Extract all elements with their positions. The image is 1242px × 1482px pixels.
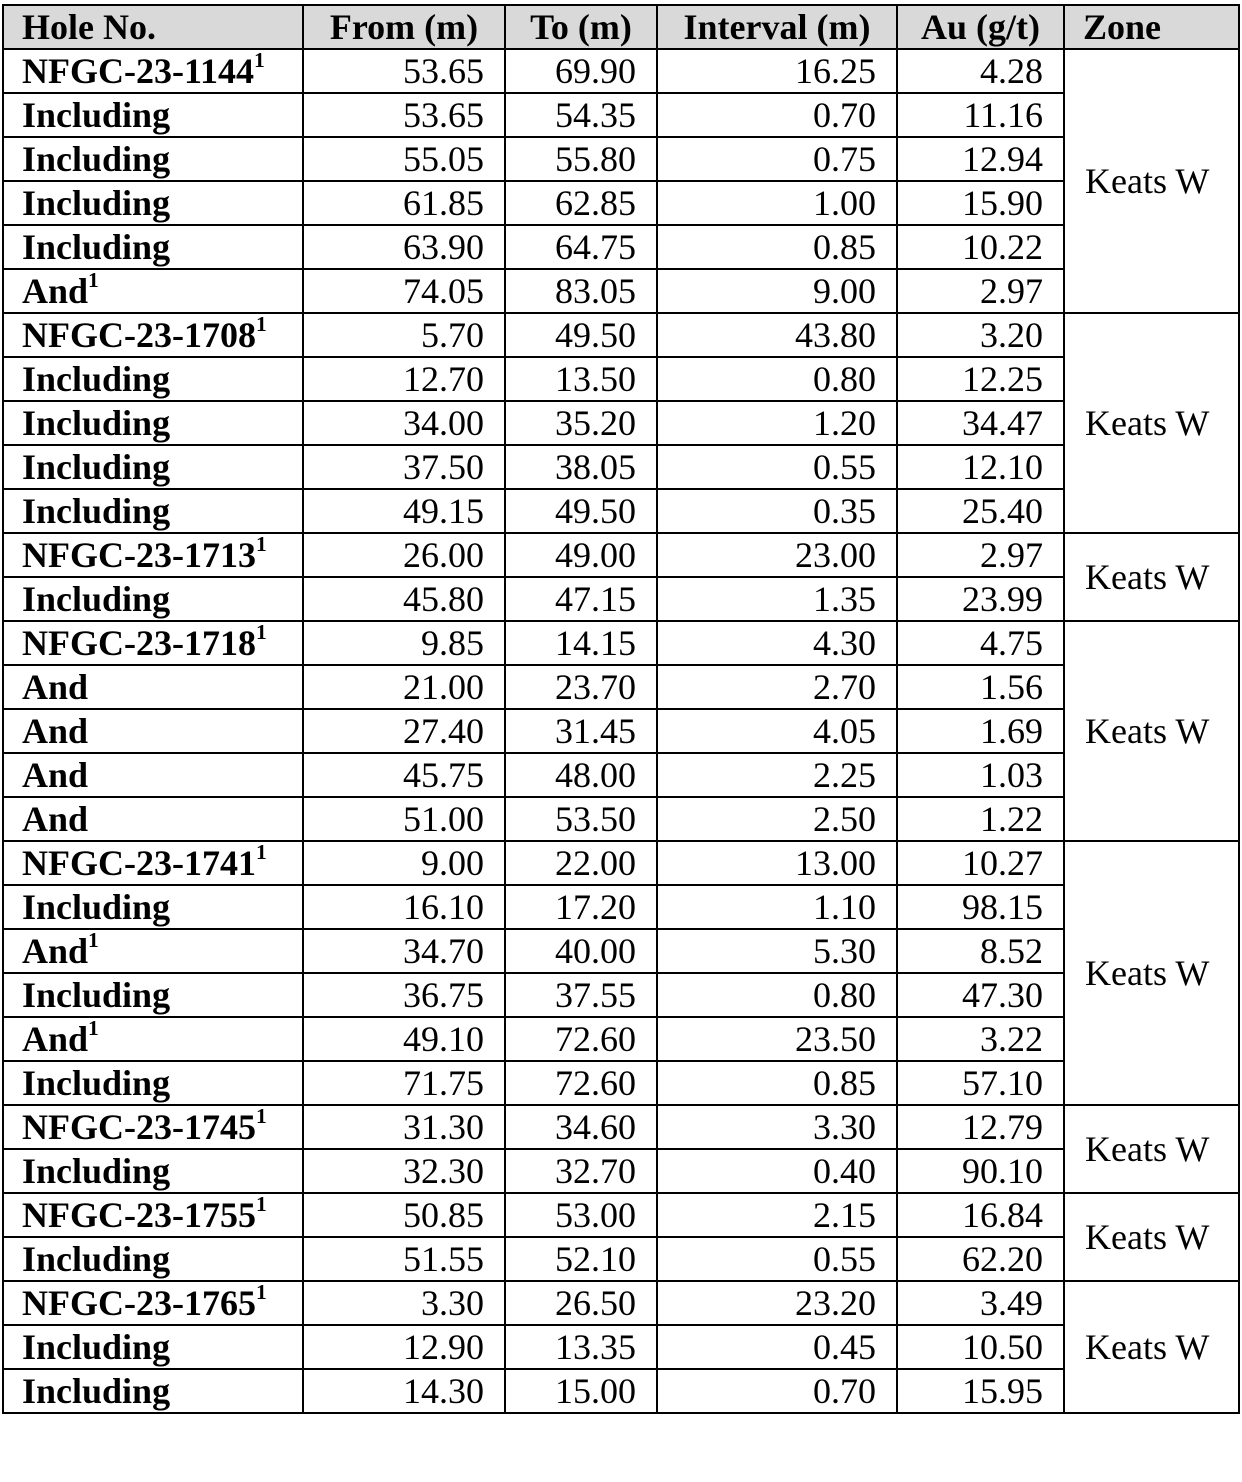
footnote-marker: 1 <box>255 313 267 336</box>
from-cell: 71.75 <box>303 1061 505 1105</box>
interval-cell: 0.70 <box>657 93 897 137</box>
hole-label: NFGC-23-1741 <box>22 843 256 883</box>
table-row <box>3 1105 1239 1149</box>
table-row <box>3 1061 1239 1105</box>
interval-cell: 23.00 <box>657 533 897 577</box>
hole-label: NFGC-23-1144 <box>22 51 254 91</box>
au-cell: 57.10 <box>897 1061 1064 1105</box>
hole-cell <box>3 313 303 357</box>
to-cell: 52.10 <box>505 1237 657 1281</box>
hole-cell <box>3 1237 303 1281</box>
au-cell: 4.75 <box>897 621 1064 665</box>
interval-cell: 0.80 <box>657 357 897 401</box>
au-cell: 23.99 <box>897 577 1064 621</box>
from-cell: 34.70 <box>303 929 505 973</box>
hole-cell <box>3 577 303 621</box>
table-row <box>3 357 1239 401</box>
hole-cell <box>3 137 303 181</box>
au-cell: 47.30 <box>897 973 1064 1017</box>
interval-cell: 9.00 <box>657 269 897 313</box>
au-cell: 34.47 <box>897 401 1064 445</box>
hole-label: And <box>22 755 89 795</box>
table-row <box>3 313 1239 357</box>
from-cell: 61.85 <box>303 181 505 225</box>
to-cell: 35.20 <box>505 401 657 445</box>
hole-cell <box>3 709 303 753</box>
au-cell: 15.90 <box>897 181 1064 225</box>
hole-cell <box>3 533 303 577</box>
interval-cell: 23.50 <box>657 1017 897 1061</box>
interval-cell: 1.20 <box>657 401 897 445</box>
interval-cell: 13.00 <box>657 841 897 885</box>
table-row <box>3 49 1239 93</box>
hole-label: Including <box>22 975 171 1015</box>
from-cell: 51.00 <box>303 797 505 841</box>
to-cell: 47.15 <box>505 577 657 621</box>
interval-cell: 0.70 <box>657 1369 897 1413</box>
hole-label: Including <box>22 95 171 135</box>
footnote-marker: 1 <box>88 929 99 952</box>
au-cell: 10.22 <box>897 225 1064 269</box>
to-cell: 54.35 <box>505 93 657 137</box>
footnote-marker: 1 <box>88 269 99 292</box>
interval-cell: 1.10 <box>657 885 897 929</box>
interval-cell: 3.30 <box>657 1105 897 1149</box>
footnote-marker: 1 <box>255 1281 267 1304</box>
au-cell: 12.25 <box>897 357 1064 401</box>
hole-cell <box>3 753 303 797</box>
hole-cell <box>3 797 303 841</box>
header-zone: Zone <box>1064 5 1239 49</box>
from-cell: 49.15 <box>303 489 505 533</box>
table-row <box>3 401 1239 445</box>
footnote-marker: 1 <box>255 533 267 556</box>
hole-label: Including <box>22 1371 171 1411</box>
au-cell: 90.10 <box>897 1149 1064 1193</box>
interval-cell: 0.40 <box>657 1149 897 1193</box>
table-row <box>3 753 1239 797</box>
from-cell: 37.50 <box>303 445 505 489</box>
interval-cell: 0.85 <box>657 225 897 269</box>
table-row <box>3 577 1239 621</box>
hole-label: NFGC-23-1708 <box>22 315 256 355</box>
to-cell: 38.05 <box>505 445 657 489</box>
from-cell: 74.05 <box>303 269 505 313</box>
to-cell: 13.35 <box>505 1325 657 1369</box>
to-cell: 14.15 <box>505 621 657 665</box>
interval-cell: 0.55 <box>657 1237 897 1281</box>
table-row <box>3 225 1239 269</box>
hole-label: Including <box>22 1063 171 1103</box>
from-cell: 32.30 <box>303 1149 505 1193</box>
to-cell: 13.50 <box>505 357 657 401</box>
hole-cell <box>3 973 303 1017</box>
from-cell: 53.65 <box>303 93 505 137</box>
to-cell: 15.00 <box>505 1369 657 1413</box>
interval-cell: 2.25 <box>657 753 897 797</box>
hole-label: NFGC-23-1713 <box>22 535 256 575</box>
footnote-marker: 1 <box>255 841 267 864</box>
au-cell: 1.22 <box>897 797 1064 841</box>
hole-label: NFGC-23-1765 <box>22 1283 256 1323</box>
hole-cell <box>3 225 303 269</box>
to-cell: 49.50 <box>505 489 657 533</box>
interval-cell: 43.80 <box>657 313 897 357</box>
hole-cell <box>3 1017 303 1061</box>
from-cell: 31.30 <box>303 1105 505 1149</box>
interval-cell: 0.80 <box>657 973 897 1017</box>
hole-label: And <box>22 1019 89 1059</box>
interval-cell: 0.45 <box>657 1325 897 1369</box>
table-row <box>3 445 1239 489</box>
hole-label: And <box>22 667 89 707</box>
hole-cell <box>3 621 303 665</box>
au-cell: 25.40 <box>897 489 1064 533</box>
to-cell: 72.60 <box>505 1017 657 1061</box>
hole-label: Including <box>22 1327 171 1367</box>
from-cell: 36.75 <box>303 973 505 1017</box>
hole-label: Including <box>22 1151 171 1191</box>
table-row <box>3 973 1239 1017</box>
table-row <box>3 137 1239 181</box>
hole-cell <box>3 181 303 225</box>
from-cell: 50.85 <box>303 1193 505 1237</box>
hole-label: Including <box>22 579 171 619</box>
au-cell: 98.15 <box>897 885 1064 929</box>
interval-cell: 4.05 <box>657 709 897 753</box>
to-cell: 72.60 <box>505 1061 657 1105</box>
hole-cell <box>3 665 303 709</box>
table-row <box>3 1017 1239 1061</box>
from-cell: 26.00 <box>303 533 505 577</box>
to-cell: 32.70 <box>505 1149 657 1193</box>
interval-cell: 2.50 <box>657 797 897 841</box>
table-row <box>3 885 1239 929</box>
drill-results-table <box>2 4 1240 1414</box>
to-cell: 62.85 <box>505 181 657 225</box>
hole-label: And <box>22 931 89 971</box>
table-body <box>3 49 1239 1413</box>
to-cell: 22.00 <box>505 841 657 885</box>
au-cell: 12.94 <box>897 137 1064 181</box>
from-cell: 53.65 <box>303 49 505 93</box>
table-row <box>3 533 1239 577</box>
table-row <box>3 621 1239 665</box>
to-cell: 83.05 <box>505 269 657 313</box>
hole-label: Including <box>22 139 171 179</box>
table-row <box>3 1369 1239 1413</box>
zone-cell: Keats W <box>1064 1281 1239 1413</box>
from-cell: 12.90 <box>303 1325 505 1369</box>
footnote-marker: 1 <box>255 621 267 644</box>
interval-cell: 0.55 <box>657 445 897 489</box>
table-row <box>3 489 1239 533</box>
hole-label: Including <box>22 887 171 927</box>
hole-cell <box>3 1325 303 1369</box>
table-row <box>3 797 1239 841</box>
au-cell: 1.03 <box>897 753 1064 797</box>
interval-cell: 0.85 <box>657 1061 897 1105</box>
hole-label: Including <box>22 1239 171 1279</box>
interval-cell: 1.00 <box>657 181 897 225</box>
hole-cell <box>3 1281 303 1325</box>
table-row <box>3 1281 1239 1325</box>
table-row <box>3 1237 1239 1281</box>
to-cell: 55.80 <box>505 137 657 181</box>
to-cell: 40.00 <box>505 929 657 973</box>
header-interval: Interval (m) <box>657 5 897 49</box>
table-row <box>3 929 1239 973</box>
hole-label: And <box>22 271 89 311</box>
au-cell: 10.27 <box>897 841 1064 885</box>
zone-cell: Keats W <box>1064 841 1239 1105</box>
au-cell: 15.95 <box>897 1369 1064 1413</box>
hole-label: NFGC-23-1755 <box>22 1195 256 1235</box>
header-hole-no: Hole No. <box>3 5 303 49</box>
hole-label: And <box>22 799 89 839</box>
from-cell: 9.00 <box>303 841 505 885</box>
hole-cell <box>3 49 303 93</box>
from-cell: 45.75 <box>303 753 505 797</box>
au-cell: 3.22 <box>897 1017 1064 1061</box>
zone-cell: Keats W <box>1064 49 1239 313</box>
footnote-marker: 1 <box>253 49 265 72</box>
to-cell: 37.55 <box>505 973 657 1017</box>
au-cell: 3.20 <box>897 313 1064 357</box>
to-cell: 64.75 <box>505 225 657 269</box>
from-cell: 16.10 <box>303 885 505 929</box>
au-cell: 62.20 <box>897 1237 1064 1281</box>
to-cell: 17.20 <box>505 885 657 929</box>
to-cell: 48.00 <box>505 753 657 797</box>
from-cell: 63.90 <box>303 225 505 269</box>
table-row <box>3 1325 1239 1369</box>
from-cell: 12.70 <box>303 357 505 401</box>
hole-cell <box>3 1149 303 1193</box>
hole-cell <box>3 1061 303 1105</box>
au-cell: 16.84 <box>897 1193 1064 1237</box>
au-cell: 1.56 <box>897 665 1064 709</box>
to-cell: 34.60 <box>505 1105 657 1149</box>
au-cell: 2.97 <box>897 533 1064 577</box>
zone-cell: Keats W <box>1064 313 1239 533</box>
from-cell: 3.30 <box>303 1281 505 1325</box>
hole-cell <box>3 1193 303 1237</box>
table-row <box>3 665 1239 709</box>
from-cell: 14.30 <box>303 1369 505 1413</box>
zone-cell: Keats W <box>1064 621 1239 841</box>
to-cell: 23.70 <box>505 665 657 709</box>
hole-label: NFGC-23-1718 <box>22 623 256 663</box>
zone-cell: Keats W <box>1064 1105 1239 1193</box>
interval-cell: 1.35 <box>657 577 897 621</box>
to-cell: 69.90 <box>505 49 657 93</box>
footnote-marker: 1 <box>88 1017 99 1040</box>
interval-cell: 0.35 <box>657 489 897 533</box>
hole-label: Including <box>22 227 171 267</box>
interval-cell: 23.20 <box>657 1281 897 1325</box>
hole-label: Including <box>22 359 171 399</box>
table-row <box>3 1193 1239 1237</box>
table-row <box>3 709 1239 753</box>
to-cell: 31.45 <box>505 709 657 753</box>
interval-cell: 5.30 <box>657 929 897 973</box>
to-cell: 49.00 <box>505 533 657 577</box>
hole-cell <box>3 841 303 885</box>
table-row <box>3 1149 1239 1193</box>
hole-cell <box>3 929 303 973</box>
hole-cell <box>3 1369 303 1413</box>
interval-cell: 0.75 <box>657 137 897 181</box>
header-from: From (m) <box>303 5 505 49</box>
hole-label: Including <box>22 491 171 531</box>
from-cell: 45.80 <box>303 577 505 621</box>
from-cell: 34.00 <box>303 401 505 445</box>
table-row <box>3 269 1239 313</box>
from-cell: 49.10 <box>303 1017 505 1061</box>
footnote-marker: 1 <box>255 1193 267 1216</box>
hole-cell <box>3 885 303 929</box>
from-cell: 5.70 <box>303 313 505 357</box>
from-cell: 21.00 <box>303 665 505 709</box>
hole-label: NFGC-23-1745 <box>22 1107 256 1147</box>
hole-cell <box>3 401 303 445</box>
interval-cell: 16.25 <box>657 49 897 93</box>
au-cell: 1.69 <box>897 709 1064 753</box>
au-cell: 12.79 <box>897 1105 1064 1149</box>
from-cell: 27.40 <box>303 709 505 753</box>
to-cell: 53.00 <box>505 1193 657 1237</box>
to-cell: 26.50 <box>505 1281 657 1325</box>
hole-cell <box>3 269 303 313</box>
to-cell: 49.50 <box>505 313 657 357</box>
au-cell: 8.52 <box>897 929 1064 973</box>
zone-cell: Keats W <box>1064 1193 1239 1281</box>
header-au: Au (g/t) <box>897 5 1064 49</box>
from-cell: 51.55 <box>303 1237 505 1281</box>
interval-cell: 2.70 <box>657 665 897 709</box>
au-cell: 10.50 <box>897 1325 1064 1369</box>
header-row <box>3 5 1239 49</box>
interval-cell: 4.30 <box>657 621 897 665</box>
au-cell: 2.97 <box>897 269 1064 313</box>
table-row <box>3 93 1239 137</box>
hole-label: Including <box>22 183 171 223</box>
hole-cell <box>3 357 303 401</box>
au-cell: 4.28 <box>897 49 1064 93</box>
hole-label: Including <box>22 447 171 487</box>
hole-cell <box>3 93 303 137</box>
hole-cell <box>3 489 303 533</box>
table-row <box>3 841 1239 885</box>
au-cell: 11.16 <box>897 93 1064 137</box>
au-cell: 3.49 <box>897 1281 1064 1325</box>
table-row <box>3 181 1239 225</box>
header-to: To (m) <box>505 5 657 49</box>
zone-cell: Keats W <box>1064 533 1239 621</box>
hole-cell <box>3 445 303 489</box>
to-cell: 53.50 <box>505 797 657 841</box>
hole-cell <box>3 1105 303 1149</box>
interval-cell: 2.15 <box>657 1193 897 1237</box>
au-cell: 12.10 <box>897 445 1064 489</box>
hole-label: And <box>22 711 89 751</box>
hole-label: Including <box>22 403 171 443</box>
footnote-marker: 1 <box>255 1105 267 1128</box>
from-cell: 55.05 <box>303 137 505 181</box>
from-cell: 9.85 <box>303 621 505 665</box>
